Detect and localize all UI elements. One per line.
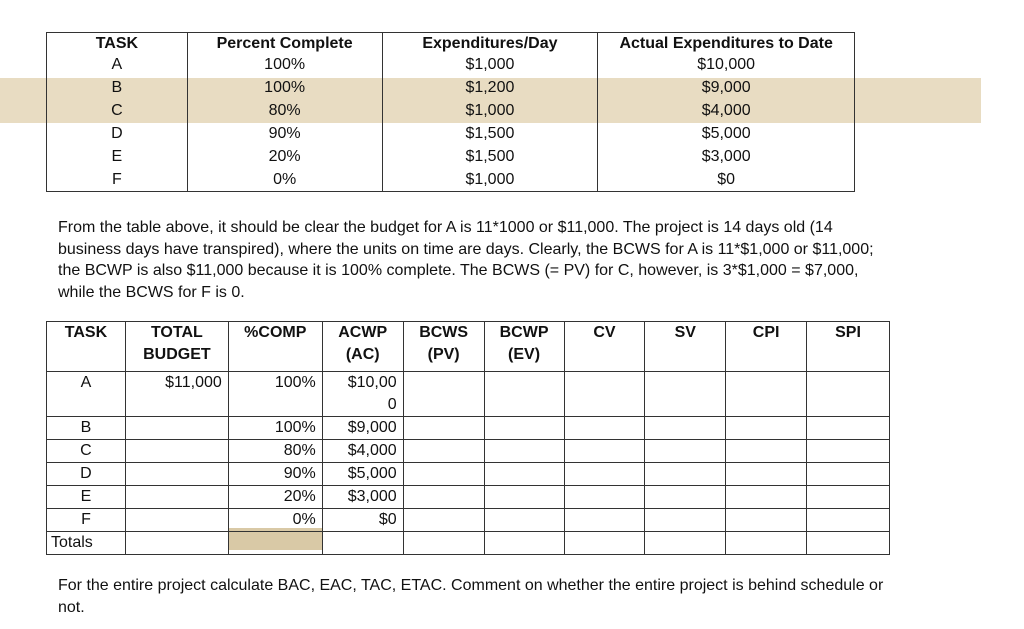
cell-percent-comp: 100% xyxy=(228,417,322,440)
cell-sv xyxy=(645,463,726,486)
cell-spi xyxy=(807,486,890,509)
acwp-line: 0 xyxy=(387,396,397,413)
cell-bcwp xyxy=(484,486,564,509)
cell-total-budget xyxy=(125,486,228,509)
column-header-bcwp: BCWP (EV) xyxy=(484,322,564,372)
cell-sv xyxy=(645,509,726,532)
cell-cv xyxy=(564,532,645,555)
cell-cv xyxy=(564,463,645,486)
cell-total-budget xyxy=(125,463,228,486)
column-header-task: TASK xyxy=(47,322,126,372)
cell-actual: $9,000 xyxy=(701,78,751,96)
table-row xyxy=(47,463,890,486)
cell-expenditure: $1,500 xyxy=(465,124,515,142)
cell-bcwp xyxy=(484,509,564,532)
cell-cv xyxy=(564,486,645,509)
column-header-expenditures-day: Expenditures/Day xyxy=(422,35,558,52)
column-header-cv: CV xyxy=(564,322,645,372)
actual-column xyxy=(598,33,855,192)
cell-task: E xyxy=(47,486,126,509)
cell-bcwp xyxy=(484,417,564,440)
cell-spi xyxy=(807,463,890,486)
cell-actual: $10,000 xyxy=(697,56,756,73)
earned-value-table xyxy=(46,321,890,555)
cell-percent-comp: 80% xyxy=(228,440,322,463)
cell-task: F xyxy=(112,170,122,188)
totals-row xyxy=(47,532,890,555)
column-header-task: TASK xyxy=(95,35,139,52)
cell-sv xyxy=(645,486,726,509)
cell-task: B xyxy=(47,417,126,440)
cell-total-budget xyxy=(125,509,228,532)
cell-expenditure: $1,200 xyxy=(465,78,515,96)
cell-percent-comp: 20% xyxy=(228,486,322,509)
cell-actual: $5,000 xyxy=(701,124,751,142)
cell-bcws xyxy=(403,463,484,486)
cell-acwp: $5,000 xyxy=(322,463,403,486)
table-row xyxy=(47,417,890,440)
cell-percent-comp: 100% xyxy=(228,372,322,417)
cell-acwp xyxy=(322,532,403,555)
cell-task: A xyxy=(111,56,123,73)
cell-percent-comp-totals xyxy=(228,532,322,555)
cell-percent: 100% xyxy=(264,78,306,96)
percent-column xyxy=(187,33,382,192)
cell-task: F xyxy=(47,509,126,532)
cell-acwp xyxy=(322,372,403,417)
cell-expenditure: $1,000 xyxy=(465,170,515,188)
cell-task: B xyxy=(111,78,123,96)
table-row xyxy=(47,509,890,532)
cell-spi xyxy=(807,509,890,532)
cell-task: C xyxy=(111,101,123,119)
cell-bcws xyxy=(403,486,484,509)
cell-bcws xyxy=(403,440,484,463)
cell-cpi xyxy=(726,372,807,417)
explanation-paragraph: From the table above, it should be clear the budget for A is 11*1000 or $11,000. The project is 14 days old (14 business days have transpired), where the units on time are days. Clearly, the BCWS for A is 11*$1,000 or $11,000; the BCWP is also $11,000 because it is 100% complete. The BCWS (= PV) for C, however, is 3*$1,000 = $7,000, while the BCWS for F is 0. xyxy=(58,219,874,301)
cell-actual: $4,000 xyxy=(701,101,751,119)
cell-bcws xyxy=(403,417,484,440)
cell-cpi xyxy=(726,417,807,440)
table-row xyxy=(47,486,890,509)
cell-spi xyxy=(807,417,890,440)
cell-bcwp xyxy=(484,372,564,417)
totals-label: Totals xyxy=(47,532,126,555)
cell-acwp: $4,000 xyxy=(322,440,403,463)
cell-spi xyxy=(807,440,890,463)
cell-bcwp xyxy=(484,440,564,463)
task-column xyxy=(47,33,188,192)
cell-actual: $3,000 xyxy=(701,147,751,165)
acwp-line: $10,00 xyxy=(347,374,397,391)
cell-percent: 0% xyxy=(273,170,297,188)
cell-cv xyxy=(564,372,645,417)
column-header-actual-expenditures: Actual Expenditures to Date xyxy=(619,35,833,52)
cell-cv xyxy=(564,417,645,440)
cell-expenditure: $1,500 xyxy=(465,147,515,165)
cell-bcws xyxy=(403,532,484,555)
cell-task: E xyxy=(111,147,123,165)
cell-task: D xyxy=(111,124,123,142)
cell-cpi xyxy=(726,532,807,555)
cell-task: C xyxy=(47,440,126,463)
column-header-percent-comp: %COMP xyxy=(228,322,322,372)
cell-sv xyxy=(645,532,726,555)
cell-percent: 90% xyxy=(268,124,301,142)
cell-bcws xyxy=(403,372,484,417)
cell-task: A xyxy=(47,372,126,417)
cell-acwp: $3,000 xyxy=(322,486,403,509)
task-progress-table xyxy=(46,32,855,192)
cell-spi xyxy=(807,532,890,555)
cell-sv xyxy=(645,372,726,417)
column-header-spi: SPI xyxy=(807,322,890,372)
column-header-acwp: ACWP (AC) xyxy=(322,322,403,372)
cell-cv xyxy=(564,509,645,532)
column-header-percent-complete: Percent Complete xyxy=(216,35,353,52)
assignment-question: For the entire project calculate BAC, EAC, TAC, ETAC. Comment on whether the entire project is behind schedule or not. xyxy=(58,577,884,616)
column-header-cpi: CPI xyxy=(726,322,807,372)
cell-expenditure: $1,000 xyxy=(465,56,515,73)
column-header-bcws: BCWS (PV) xyxy=(403,322,484,372)
cell-percent-comp: 0% xyxy=(228,509,322,532)
table-row xyxy=(47,372,890,417)
cell-percent: 100% xyxy=(264,56,306,73)
cell-total-budget xyxy=(125,532,228,555)
cell-bcws xyxy=(403,509,484,532)
cell-cpi xyxy=(726,440,807,463)
column-header-total-budget: TOTAL BUDGET xyxy=(125,322,228,372)
cell-spi xyxy=(807,372,890,417)
table-row xyxy=(47,440,890,463)
cell-cpi xyxy=(726,463,807,486)
cell-total-budget xyxy=(125,417,228,440)
cell-sv xyxy=(645,417,726,440)
cell-cpi xyxy=(726,486,807,509)
cell-actual: $0 xyxy=(717,170,736,188)
cell-bcwp xyxy=(484,463,564,486)
cell-acwp: $9,000 xyxy=(322,417,403,440)
cell-expenditure: $1,000 xyxy=(465,101,515,119)
column-header-sv: SV xyxy=(645,322,726,372)
cell-total-budget: $11,000 xyxy=(125,372,228,417)
cell-total-budget xyxy=(125,440,228,463)
cell-percent: 20% xyxy=(268,147,301,165)
cell-task: D xyxy=(47,463,126,486)
cell-cpi xyxy=(726,509,807,532)
cell-acwp: $0 xyxy=(322,509,403,532)
cell-percent: 80% xyxy=(268,101,301,119)
expenditure-column xyxy=(382,33,598,192)
cell-bcwp xyxy=(484,532,564,555)
cell-percent-comp: 90% xyxy=(228,463,322,486)
cell-sv xyxy=(645,440,726,463)
cell-cv xyxy=(564,440,645,463)
